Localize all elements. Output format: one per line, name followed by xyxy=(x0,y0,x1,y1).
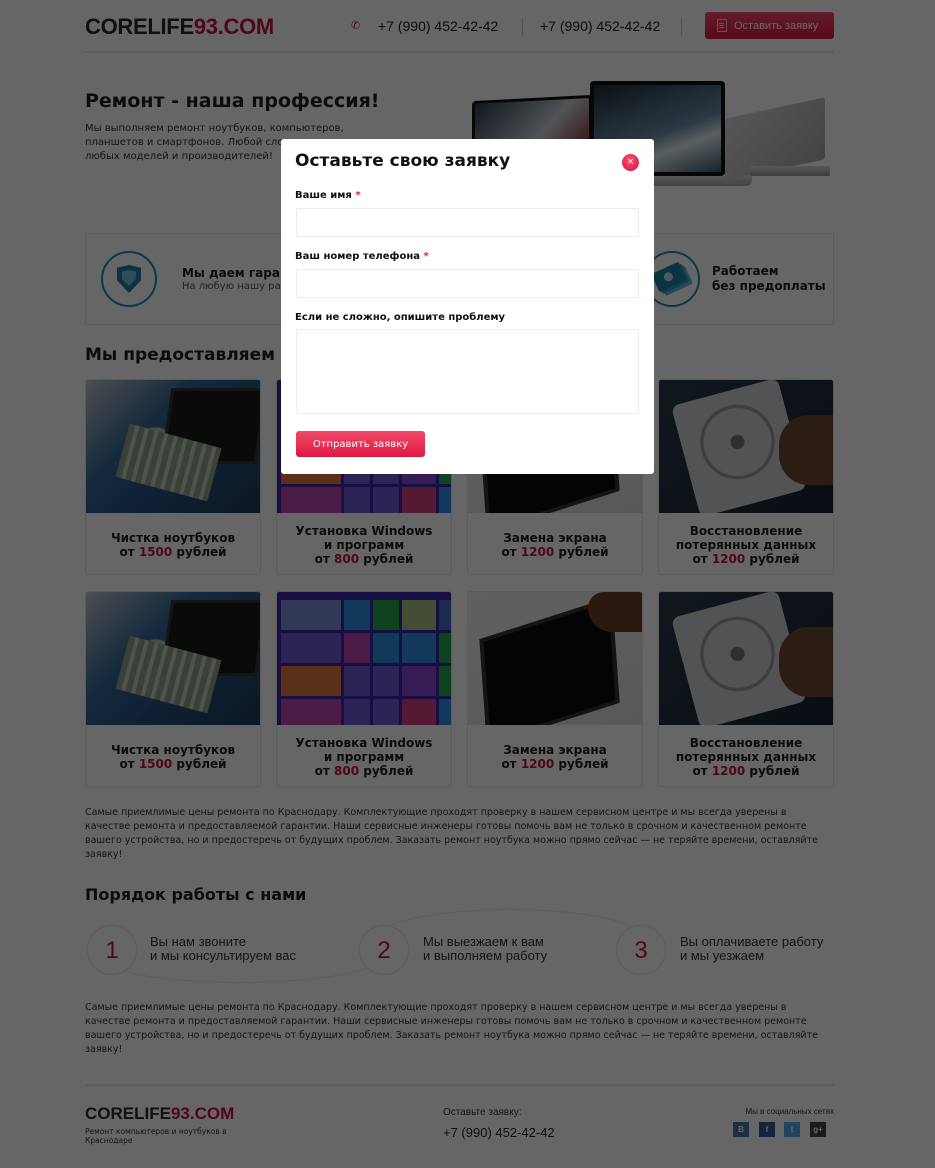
problem-label: Если не сложно, опишите проблему xyxy=(295,312,506,323)
submit-request-button[interactable]: Отправить заявку xyxy=(296,431,425,457)
phone-label-text: Ваш номер телефона xyxy=(295,251,420,262)
required-mark: * xyxy=(355,190,361,201)
modal-title: Оставьте свою заявку xyxy=(295,151,511,171)
name-input[interactable] xyxy=(296,208,639,237)
name-label-text: Ваше имя xyxy=(295,190,352,201)
request-modal xyxy=(281,139,654,474)
required-mark: * xyxy=(423,251,429,262)
phone-input[interactable] xyxy=(296,269,639,298)
name-label xyxy=(295,190,361,201)
problem-textarea[interactable] xyxy=(296,329,639,414)
phone-label xyxy=(295,251,429,262)
close-icon[interactable]: × xyxy=(622,154,639,171)
